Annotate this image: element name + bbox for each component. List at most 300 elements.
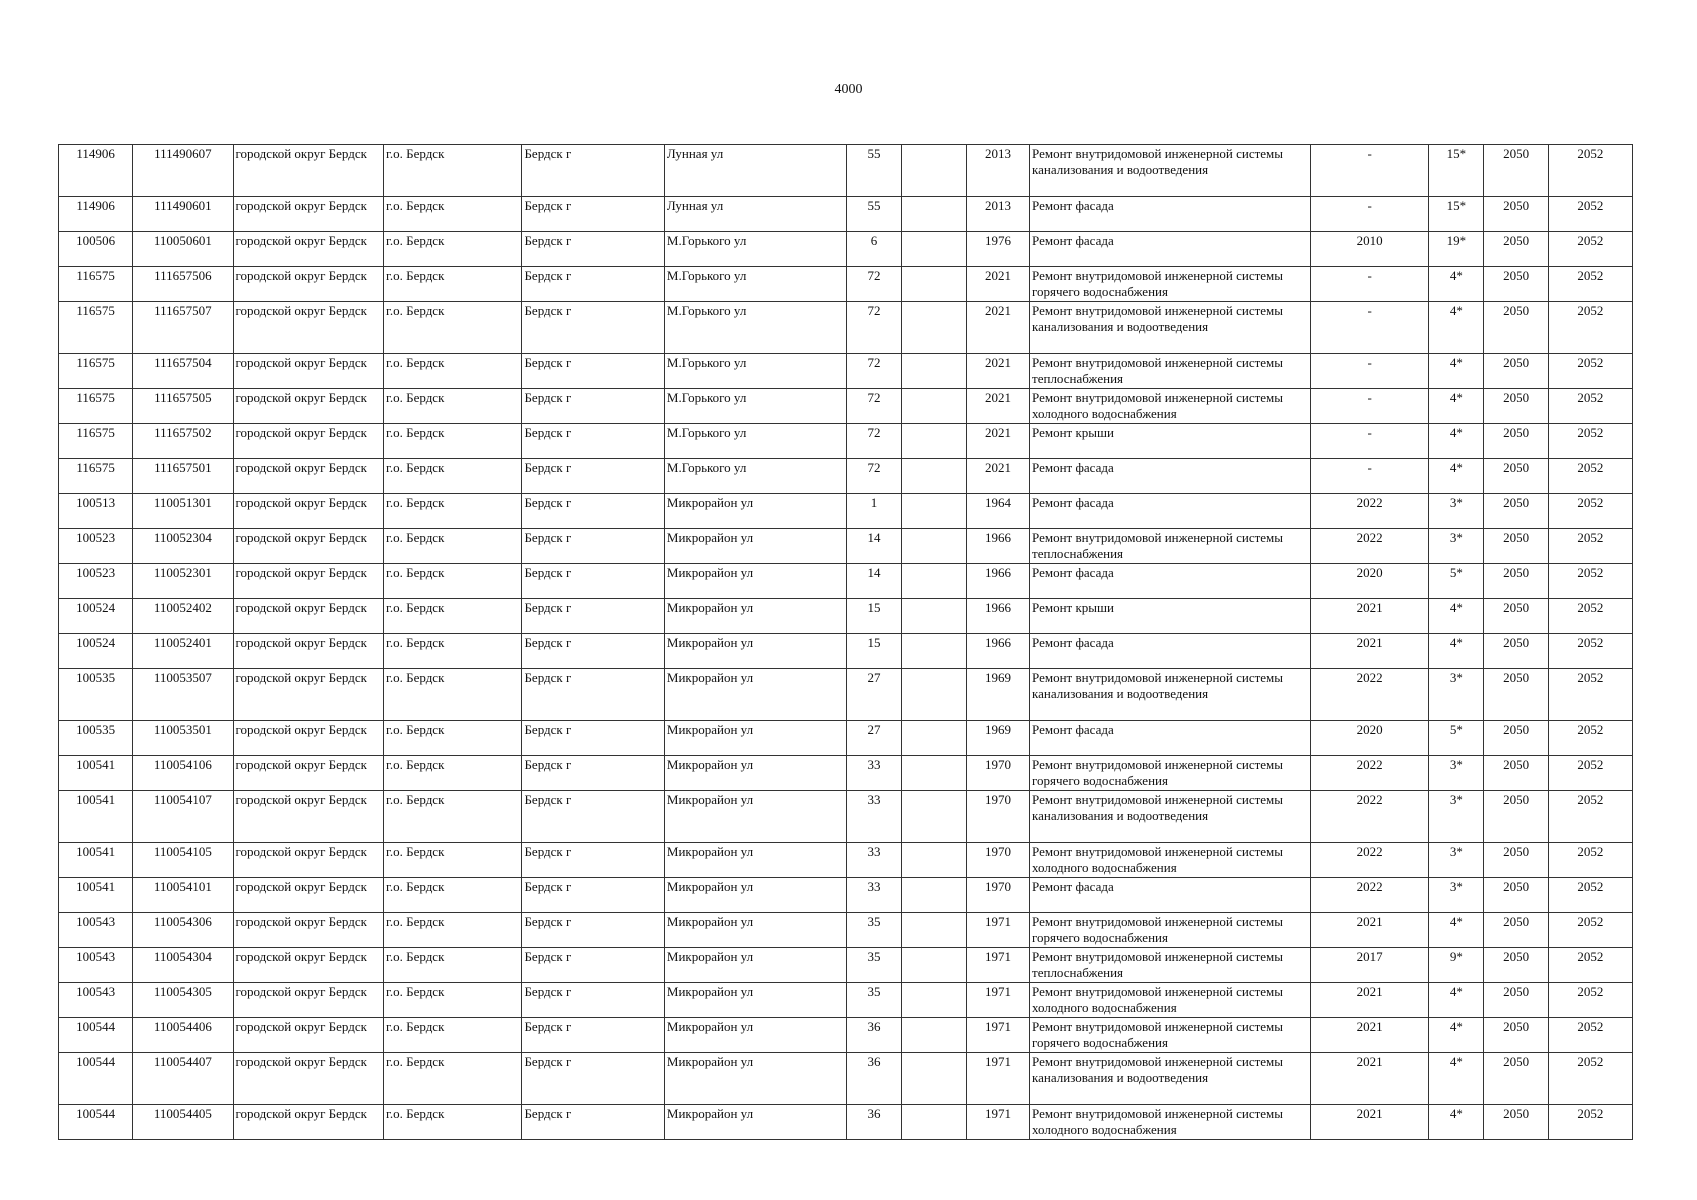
- last-repair-year-cell: 2022: [1310, 878, 1428, 913]
- age-cell: 5*: [1429, 564, 1484, 599]
- last-repair-year-cell: 2021: [1310, 1018, 1428, 1053]
- planned-start-cell: 2050: [1484, 232, 1548, 267]
- district-cell: городской округ Бердск: [233, 389, 383, 424]
- district-cell: городской округ Бердск: [233, 878, 383, 913]
- work-type-cell: Ремонт внутридомовой инженерной системы холодного водоснабжения: [1030, 389, 1311, 424]
- house-number-cell: 55: [847, 145, 901, 197]
- municipality-cell: г.о. Бердск: [384, 913, 522, 948]
- city-cell: Бердск г: [522, 1105, 664, 1140]
- building-cell: [901, 494, 966, 529]
- work-code-cell: 110054105: [133, 843, 233, 878]
- age-cell: 15*: [1429, 197, 1484, 232]
- work-code-cell: 111657505: [133, 389, 233, 424]
- table-row: [59, 389, 1633, 424]
- house-number-cell: 33: [847, 791, 901, 843]
- commission-year-cell: 2021: [966, 267, 1029, 302]
- work-type-cell: Ремонт внутридомовой инженерной системы теплоснабжения: [1030, 948, 1311, 983]
- municipality-cell: г.о. Бердск: [384, 529, 522, 564]
- work-type-cell: Ремонт фасада: [1030, 232, 1311, 267]
- work-code-cell: 110054405: [133, 1105, 233, 1140]
- house-number-cell: 36: [847, 1053, 901, 1105]
- street-cell: Микрорайон ул: [664, 983, 847, 1018]
- table-row: [59, 354, 1633, 389]
- house-number-cell: 6: [847, 232, 901, 267]
- house-id-cell: 100544: [59, 1053, 133, 1105]
- municipality-cell: г.о. Бердск: [384, 948, 522, 983]
- building-cell: [901, 878, 966, 913]
- table-row: [59, 756, 1633, 791]
- commission-year-cell: 1966: [966, 564, 1029, 599]
- house-id-cell: 100524: [59, 634, 133, 669]
- city-cell: Бердск г: [522, 1018, 664, 1053]
- age-cell: 3*: [1429, 529, 1484, 564]
- work-code-cell: 110054305: [133, 983, 233, 1018]
- district-cell: городской округ Бердск: [233, 302, 383, 354]
- house-id-cell: 116575: [59, 267, 133, 302]
- planned-start-cell: 2050: [1484, 669, 1548, 721]
- building-cell: [901, 669, 966, 721]
- street-cell: М.Горького ул: [664, 267, 847, 302]
- street-cell: Микрорайон ул: [664, 564, 847, 599]
- building-cell: [901, 791, 966, 843]
- work-code-cell: 111657504: [133, 354, 233, 389]
- municipality-cell: г.о. Бердск: [384, 756, 522, 791]
- commission-year-cell: 1966: [966, 529, 1029, 564]
- house-id-cell: 116575: [59, 459, 133, 494]
- street-cell: Микрорайон ул: [664, 599, 847, 634]
- age-cell: 4*: [1429, 459, 1484, 494]
- house-id-cell: 100544: [59, 1105, 133, 1140]
- age-cell: 3*: [1429, 669, 1484, 721]
- city-cell: Бердск г: [522, 721, 664, 756]
- building-cell: [901, 232, 966, 267]
- work-type-cell: Ремонт крыши: [1030, 599, 1311, 634]
- district-cell: городской округ Бердск: [233, 1018, 383, 1053]
- house-number-cell: 55: [847, 197, 901, 232]
- planned-start-cell: 2050: [1484, 302, 1548, 354]
- commission-year-cell: 1971: [966, 1105, 1029, 1140]
- table-row: [59, 529, 1633, 564]
- house-number-cell: 27: [847, 669, 901, 721]
- city-cell: Бердск г: [522, 948, 664, 983]
- house-id-cell: 100523: [59, 564, 133, 599]
- age-cell: 4*: [1429, 389, 1484, 424]
- city-cell: Бердск г: [522, 424, 664, 459]
- house-id-cell: 114906: [59, 145, 133, 197]
- planned-start-cell: 2050: [1484, 424, 1548, 459]
- commission-year-cell: 1970: [966, 756, 1029, 791]
- district-cell: городской округ Бердск: [233, 669, 383, 721]
- last-repair-year-cell: 2020: [1310, 721, 1428, 756]
- planned-end-cell: 2052: [1548, 843, 1632, 878]
- work-type-cell: Ремонт фасада: [1030, 494, 1311, 529]
- district-cell: городской округ Бердск: [233, 459, 383, 494]
- district-cell: городской округ Бердск: [233, 564, 383, 599]
- building-cell: [901, 983, 966, 1018]
- table-row: [59, 878, 1633, 913]
- planned-end-cell: 2052: [1548, 494, 1632, 529]
- house-id-cell: 100544: [59, 1018, 133, 1053]
- house-id-cell: 100523: [59, 529, 133, 564]
- last-repair-year-cell: -: [1310, 145, 1428, 197]
- table-row: [59, 232, 1633, 267]
- work-type-cell: Ремонт фасада: [1030, 878, 1311, 913]
- street-cell: Микрорайон ул: [664, 1053, 847, 1105]
- commission-year-cell: 2021: [966, 424, 1029, 459]
- district-cell: городской округ Бердск: [233, 354, 383, 389]
- planned-end-cell: 2052: [1548, 913, 1632, 948]
- work-code-cell: 110054406: [133, 1018, 233, 1053]
- commission-year-cell: 2021: [966, 354, 1029, 389]
- street-cell: Лунная ул: [664, 145, 847, 197]
- house-number-cell: 35: [847, 983, 901, 1018]
- district-cell: городской округ Бердск: [233, 197, 383, 232]
- house-number-cell: 15: [847, 599, 901, 634]
- building-cell: [901, 756, 966, 791]
- street-cell: Микрорайон ул: [664, 529, 847, 564]
- table-row: [59, 1018, 1633, 1053]
- municipality-cell: г.о. Бердск: [384, 1053, 522, 1105]
- work-type-cell: Ремонт фасада: [1030, 634, 1311, 669]
- work-code-cell: 110053501: [133, 721, 233, 756]
- planned-end-cell: 2052: [1548, 983, 1632, 1018]
- house-number-cell: 72: [847, 459, 901, 494]
- house-id-cell: 100524: [59, 599, 133, 634]
- work-code-cell: 110054304: [133, 948, 233, 983]
- last-repair-year-cell: 2021: [1310, 634, 1428, 669]
- municipality-cell: г.о. Бердск: [384, 843, 522, 878]
- municipality-cell: г.о. Бердск: [384, 564, 522, 599]
- table-row: [59, 459, 1633, 494]
- district-cell: городской округ Бердск: [233, 1105, 383, 1140]
- last-repair-year-cell: 2021: [1310, 599, 1428, 634]
- city-cell: Бердск г: [522, 145, 664, 197]
- planned-start-cell: 2050: [1484, 529, 1548, 564]
- planned-end-cell: 2052: [1548, 791, 1632, 843]
- municipality-cell: г.о. Бердск: [384, 145, 522, 197]
- table-row: [59, 197, 1633, 232]
- work-type-cell: Ремонт внутридомовой инженерной системы горячего водоснабжения: [1030, 756, 1311, 791]
- planned-end-cell: 2052: [1548, 354, 1632, 389]
- municipality-cell: г.о. Бердск: [384, 494, 522, 529]
- commission-year-cell: 1970: [966, 878, 1029, 913]
- age-cell: 19*: [1429, 232, 1484, 267]
- house-id-cell: 100541: [59, 756, 133, 791]
- planned-start-cell: 2050: [1484, 564, 1548, 599]
- building-cell: [901, 599, 966, 634]
- building-cell: [901, 913, 966, 948]
- street-cell: Микрорайон ул: [664, 878, 847, 913]
- planned-end-cell: 2052: [1548, 267, 1632, 302]
- table-row: [59, 721, 1633, 756]
- district-cell: городской округ Бердск: [233, 948, 383, 983]
- house-number-cell: 33: [847, 878, 901, 913]
- planned-start-cell: 2050: [1484, 843, 1548, 878]
- city-cell: Бердск г: [522, 459, 664, 494]
- municipality-cell: г.о. Бердск: [384, 669, 522, 721]
- house-number-cell: 36: [847, 1018, 901, 1053]
- city-cell: Бердск г: [522, 389, 664, 424]
- municipality-cell: г.о. Бердск: [384, 424, 522, 459]
- municipality-cell: г.о. Бердск: [384, 983, 522, 1018]
- age-cell: 4*: [1429, 302, 1484, 354]
- municipality-cell: г.о. Бердск: [384, 267, 522, 302]
- house-number-cell: 33: [847, 843, 901, 878]
- house-id-cell: 100543: [59, 913, 133, 948]
- work-type-cell: Ремонт внутридомовой инженерной системы холодного водоснабжения: [1030, 1105, 1311, 1140]
- work-type-cell: Ремонт фасада: [1030, 197, 1311, 232]
- district-cell: городской округ Бердск: [233, 232, 383, 267]
- city-cell: Бердск г: [522, 669, 664, 721]
- commission-year-cell: 1966: [966, 599, 1029, 634]
- planned-end-cell: 2052: [1548, 1105, 1632, 1140]
- house-number-cell: 72: [847, 389, 901, 424]
- work-code-cell: 111657501: [133, 459, 233, 494]
- last-repair-year-cell: -: [1310, 389, 1428, 424]
- house-id-cell: 116575: [59, 424, 133, 459]
- city-cell: Бердск г: [522, 232, 664, 267]
- street-cell: Микрорайон ул: [664, 721, 847, 756]
- age-cell: 9*: [1429, 948, 1484, 983]
- age-cell: 4*: [1429, 983, 1484, 1018]
- last-repair-year-cell: -: [1310, 354, 1428, 389]
- house-id-cell: 100541: [59, 791, 133, 843]
- planned-start-cell: 2050: [1484, 913, 1548, 948]
- planned-start-cell: 2050: [1484, 459, 1548, 494]
- building-cell: [901, 145, 966, 197]
- age-cell: 5*: [1429, 721, 1484, 756]
- work-code-cell: 111657502: [133, 424, 233, 459]
- table-row: [59, 791, 1633, 843]
- district-cell: городской округ Бердск: [233, 983, 383, 1018]
- planned-end-cell: 2052: [1548, 599, 1632, 634]
- planned-start-cell: 2050: [1484, 1105, 1548, 1140]
- house-id-cell: 114906: [59, 197, 133, 232]
- commission-year-cell: 1976: [966, 232, 1029, 267]
- age-cell: 4*: [1429, 354, 1484, 389]
- city-cell: Бердск г: [522, 843, 664, 878]
- building-cell: [901, 459, 966, 494]
- house-number-cell: 72: [847, 302, 901, 354]
- district-cell: городской округ Бердск: [233, 1053, 383, 1105]
- city-cell: Бердск г: [522, 302, 664, 354]
- house-number-cell: 27: [847, 721, 901, 756]
- work-code-cell: 110054101: [133, 878, 233, 913]
- planned-start-cell: 2050: [1484, 599, 1548, 634]
- age-cell: 4*: [1429, 424, 1484, 459]
- city-cell: Бердск г: [522, 1053, 664, 1105]
- work-code-cell: 111657506: [133, 267, 233, 302]
- work-type-cell: Ремонт внутридомовой инженерной системы горячего водоснабжения: [1030, 1018, 1311, 1053]
- registry-body: [59, 145, 1633, 1140]
- municipality-cell: г.о. Бердск: [384, 354, 522, 389]
- house-id-cell: 116575: [59, 389, 133, 424]
- page-number: 4000: [834, 82, 863, 97]
- house-id-cell: 100535: [59, 721, 133, 756]
- age-cell: 3*: [1429, 791, 1484, 843]
- age-cell: 4*: [1429, 634, 1484, 669]
- street-cell: М.Горького ул: [664, 424, 847, 459]
- street-cell: М.Горького ул: [664, 232, 847, 267]
- last-repair-year-cell: 2021: [1310, 913, 1428, 948]
- work-code-cell: 110050601: [133, 232, 233, 267]
- house-number-cell: 14: [847, 564, 901, 599]
- last-repair-year-cell: 2022: [1310, 669, 1428, 721]
- house-id-cell: 100513: [59, 494, 133, 529]
- municipality-cell: г.о. Бердск: [384, 1105, 522, 1140]
- planned-start-cell: 2050: [1484, 756, 1548, 791]
- work-type-cell: Ремонт внутридомовой инженерной системы канализования и водоотведения: [1030, 145, 1311, 197]
- street-cell: Микрорайон ул: [664, 1105, 847, 1140]
- district-cell: городской округ Бердск: [233, 721, 383, 756]
- commission-year-cell: 2013: [966, 145, 1029, 197]
- district-cell: городской округ Бердск: [233, 145, 383, 197]
- building-cell: [901, 1105, 966, 1140]
- age-cell: 4*: [1429, 913, 1484, 948]
- city-cell: Бердск г: [522, 599, 664, 634]
- planned-end-cell: 2052: [1548, 878, 1632, 913]
- house-number-cell: 35: [847, 913, 901, 948]
- street-cell: Микрорайон ул: [664, 634, 847, 669]
- city-cell: Бердск г: [522, 878, 664, 913]
- last-repair-year-cell: 2010: [1310, 232, 1428, 267]
- building-cell: [901, 721, 966, 756]
- house-id-cell: 100543: [59, 948, 133, 983]
- district-cell: городской округ Бердск: [233, 913, 383, 948]
- last-repair-year-cell: 2022: [1310, 843, 1428, 878]
- planned-end-cell: 2052: [1548, 459, 1632, 494]
- planned-start-cell: 2050: [1484, 197, 1548, 232]
- work-code-cell: 111490607: [133, 145, 233, 197]
- work-type-cell: Ремонт внутридомовой инженерной системы канализования и водоотведения: [1030, 302, 1311, 354]
- work-type-cell: Ремонт фасада: [1030, 564, 1311, 599]
- planned-end-cell: 2052: [1548, 1053, 1632, 1105]
- work-code-cell: 110052304: [133, 529, 233, 564]
- street-cell: М.Горького ул: [664, 389, 847, 424]
- house-number-cell: 72: [847, 267, 901, 302]
- work-type-cell: Ремонт внутридомовой инженерной системы горячего водоснабжения: [1030, 267, 1311, 302]
- commission-year-cell: 1971: [966, 983, 1029, 1018]
- table-row: [59, 913, 1633, 948]
- work-code-cell: 110054306: [133, 913, 233, 948]
- building-cell: [901, 564, 966, 599]
- age-cell: 4*: [1429, 1018, 1484, 1053]
- table-row: [59, 145, 1633, 197]
- house-number-cell: 35: [847, 948, 901, 983]
- work-type-cell: Ремонт фасада: [1030, 721, 1311, 756]
- commission-year-cell: 1971: [966, 1018, 1029, 1053]
- street-cell: М.Горького ул: [664, 354, 847, 389]
- work-code-cell: 110052402: [133, 599, 233, 634]
- building-cell: [901, 389, 966, 424]
- planned-end-cell: 2052: [1548, 564, 1632, 599]
- house-number-cell: 15: [847, 634, 901, 669]
- work-type-cell: Ремонт внутридомовой инженерной системы канализования и водоотведения: [1030, 1053, 1311, 1105]
- commission-year-cell: 2021: [966, 302, 1029, 354]
- street-cell: Микрорайон ул: [664, 791, 847, 843]
- planned-start-cell: 2050: [1484, 354, 1548, 389]
- city-cell: Бердск г: [522, 494, 664, 529]
- table-row: [59, 599, 1633, 634]
- last-repair-year-cell: 2022: [1310, 791, 1428, 843]
- municipality-cell: г.о. Бердск: [384, 791, 522, 843]
- planned-start-cell: 2050: [1484, 791, 1548, 843]
- planned-start-cell: 2050: [1484, 267, 1548, 302]
- planned-end-cell: 2052: [1548, 389, 1632, 424]
- age-cell: 15*: [1429, 145, 1484, 197]
- planned-end-cell: 2052: [1548, 1018, 1632, 1053]
- municipality-cell: г.о. Бердск: [384, 197, 522, 232]
- work-code-cell: 110051301: [133, 494, 233, 529]
- commission-year-cell: 1971: [966, 913, 1029, 948]
- commission-year-cell: 1969: [966, 721, 1029, 756]
- work-type-cell: Ремонт внутридомовой инженерной системы холодного водоснабжения: [1030, 843, 1311, 878]
- planned-end-cell: 2052: [1548, 948, 1632, 983]
- planned-end-cell: 2052: [1548, 424, 1632, 459]
- street-cell: М.Горького ул: [664, 302, 847, 354]
- table-row: [59, 948, 1633, 983]
- district-cell: городской округ Бердск: [233, 529, 383, 564]
- work-type-cell: Ремонт внутридомовой инженерной системы холодного водоснабжения: [1030, 983, 1311, 1018]
- street-cell: Микрорайон ул: [664, 669, 847, 721]
- street-cell: М.Горького ул: [664, 459, 847, 494]
- commission-year-cell: 1964: [966, 494, 1029, 529]
- age-cell: 3*: [1429, 756, 1484, 791]
- district-cell: городской округ Бердск: [233, 494, 383, 529]
- table-row: [59, 267, 1633, 302]
- commission-year-cell: 1970: [966, 843, 1029, 878]
- work-type-cell: Ремонт фасада: [1030, 459, 1311, 494]
- building-cell: [901, 634, 966, 669]
- house-id-cell: 116575: [59, 302, 133, 354]
- work-type-cell: Ремонт внутридомовой инженерной системы горячего водоснабжения: [1030, 913, 1311, 948]
- last-repair-year-cell: 2022: [1310, 529, 1428, 564]
- building-cell: [901, 948, 966, 983]
- building-cell: [901, 354, 966, 389]
- city-cell: Бердск г: [522, 267, 664, 302]
- building-cell: [901, 424, 966, 459]
- work-type-cell: Ремонт внутридомовой инженерной системы канализования и водоотведения: [1030, 669, 1311, 721]
- city-cell: Бердск г: [522, 529, 664, 564]
- building-cell: [901, 843, 966, 878]
- house-number-cell: 1: [847, 494, 901, 529]
- work-code-cell: 110052401: [133, 634, 233, 669]
- street-cell: Лунная ул: [664, 197, 847, 232]
- commission-year-cell: 2013: [966, 197, 1029, 232]
- street-cell: Микрорайон ул: [664, 913, 847, 948]
- house-number-cell: 72: [847, 354, 901, 389]
- city-cell: Бердск г: [522, 354, 664, 389]
- registry-table: [58, 144, 1633, 1140]
- planned-start-cell: 2050: [1484, 634, 1548, 669]
- work-code-cell: 110053507: [133, 669, 233, 721]
- planned-end-cell: 2052: [1548, 669, 1632, 721]
- district-cell: городской округ Бердск: [233, 634, 383, 669]
- city-cell: Бердск г: [522, 791, 664, 843]
- planned-end-cell: 2052: [1548, 756, 1632, 791]
- age-cell: 4*: [1429, 267, 1484, 302]
- commission-year-cell: 1969: [966, 669, 1029, 721]
- planned-end-cell: 2052: [1548, 232, 1632, 267]
- last-repair-year-cell: 2021: [1310, 983, 1428, 1018]
- planned-start-cell: 2050: [1484, 948, 1548, 983]
- planned-start-cell: 2050: [1484, 1018, 1548, 1053]
- municipality-cell: г.о. Бердск: [384, 389, 522, 424]
- planned-end-cell: 2052: [1548, 197, 1632, 232]
- house-id-cell: 100541: [59, 878, 133, 913]
- street-cell: Микрорайон ул: [664, 843, 847, 878]
- age-cell: 4*: [1429, 599, 1484, 634]
